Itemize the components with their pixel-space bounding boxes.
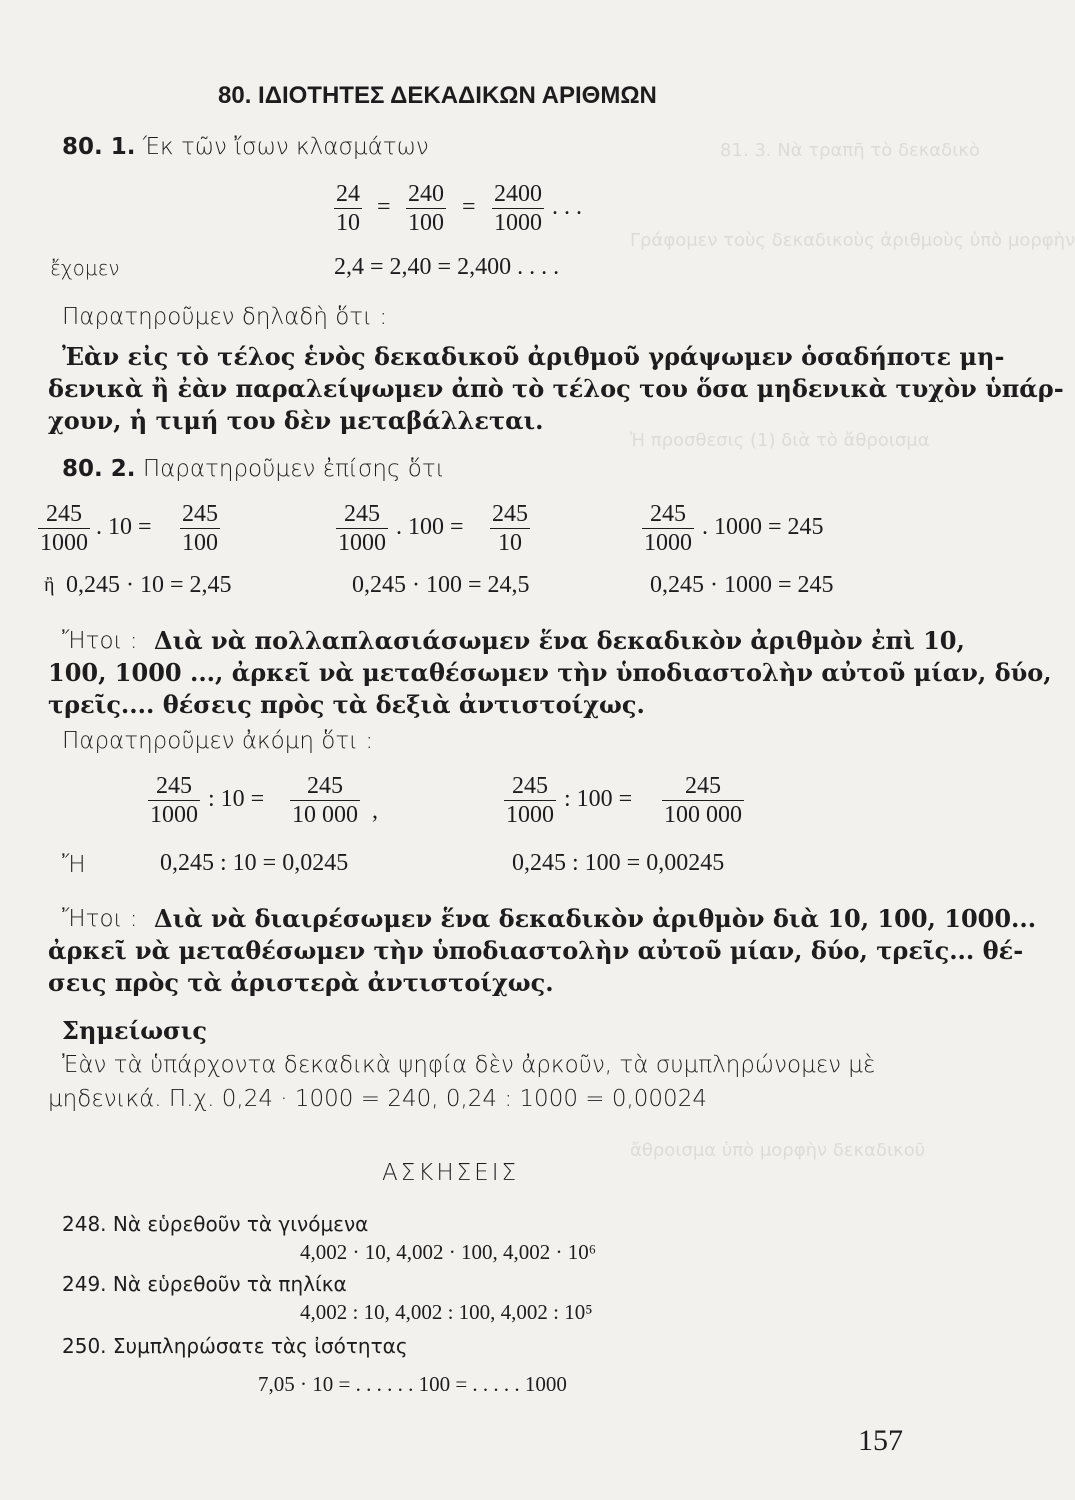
rule-line: 100, 1000 ..., ἀρκεῖ νὰ μεταθέσωμεν τὴν ὑποδιαστολὴν αὐτοῦ μίαν, δύο, — [48, 658, 1052, 687]
or-label: Ἤ — [62, 852, 86, 878]
numerator: 245 — [662, 772, 744, 801]
exercises-title: ΑΣΚΗΣΕΙΣ — [382, 1160, 520, 1186]
decimal-quotient: 0,245 : 100 = 0,00245 — [512, 850, 725, 876]
rule-line: Διὰ νὰ διαιρέσωμεν ἕνα δεκαδικὸν ἀριθμὸν διὰ 10, 100, 1000... — [154, 904, 1037, 933]
subsection-number: 80. 1. — [62, 134, 136, 160]
exercise-expression: 7,05 · 10 = . . . . . . 100 = . . . . . 1000 — [258, 1372, 567, 1396]
numerator: 245 — [642, 500, 694, 529]
bleed-through-text: Ἡ προσθεσις (1) διὰ τὸ ἄθροισμα — [630, 430, 930, 451]
fraction — [406, 180, 446, 237]
exercise-expression: 4,002 : 10, 4,002 : 100, 4,002 : 10⁵ — [300, 1300, 593, 1324]
operation: : 100 = — [564, 786, 633, 812]
fraction — [642, 500, 694, 557]
subsection-text: Έκ τῶν ἴσων κλασμάτων — [142, 134, 429, 160]
operation: : 10 = — [208, 786, 265, 812]
denominator: 10 — [498, 530, 522, 556]
fraction — [336, 500, 388, 557]
numerator: 245 — [336, 500, 388, 529]
rule-line: τρεῖς.... θέσεις πρὸς τὰ δεξιὰ ἀντιστοίχως. — [48, 690, 645, 719]
note-line: μηδενικά. Π.χ. 0,24 · 1000 = 240, 0,24 : 1000 = 0,00024 — [48, 1086, 707, 1112]
denominator: 1000 — [494, 210, 542, 236]
denominator: 100 000 — [664, 802, 742, 828]
that-is-label: Ἤτοι : — [62, 906, 138, 932]
ellipsis: . . . — [552, 194, 582, 220]
numerator: 245 — [182, 501, 218, 527]
operation: . 100 = — [396, 514, 464, 540]
numerator: 240 — [408, 181, 444, 207]
fraction — [180, 500, 220, 557]
subsection-text: Παρατηροῦμεν ἐπίσης ὅτι — [142, 456, 445, 482]
fraction — [148, 772, 200, 829]
fraction — [290, 772, 360, 829]
rule-line: χουν, ἡ τιμή του δὲν μεταβάλλεται. — [48, 406, 544, 435]
decimal-product: 0,245 · 1000 = 245 — [650, 572, 834, 598]
numerator: 2400 — [494, 181, 542, 207]
have-label: ἔχομεν — [50, 256, 120, 280]
denominator: 1000 — [40, 530, 88, 556]
numerator: 245 — [38, 500, 90, 529]
page-number: 157 — [858, 1424, 903, 1457]
that-is-label: Ἤτοι : — [62, 628, 138, 654]
equals-sign: = — [462, 194, 476, 220]
or-label: ἢ — [44, 574, 55, 596]
fraction — [662, 772, 744, 829]
bleed-through-text: Γράφομεν τοὺς δεκαδικοὺς ἀριθμοὺς ὑπὸ μορφὴν — [630, 230, 1075, 251]
operation: . 1000 = 245 — [702, 514, 824, 540]
numerator: 245 — [504, 772, 556, 801]
rule-line: δενικὰ ἢ ἐὰν παραλείψωμεν ἀπὸ τὸ τέλος του ὅσα μηδενικὰ τυχὸν ὑπάρ- — [48, 374, 1064, 403]
denominator: 1000 — [150, 802, 198, 828]
numerator: 245 — [492, 501, 528, 527]
subsection-number: 80. 2. — [62, 456, 136, 482]
fraction — [490, 500, 530, 557]
denominator: 10 000 — [292, 802, 358, 828]
bleed-through-text: ἄθροισμα ὑπὸ μορφὴν δεκαδικοῦ — [630, 1140, 926, 1161]
fraction — [334, 180, 362, 237]
rule-line: Ἐὰν εἰς τὸ τέλος ἑνὸς δεκαδικοῦ ἀριθμοῦ γράψωμεν ὁσαδήποτε μη- — [62, 342, 1005, 371]
denominator: 100 — [182, 530, 218, 556]
bleed-through-text: 81. 3. Νὰ τραπῆ τὸ δεκαδικὸ — [720, 140, 980, 161]
denominator: 10 — [336, 210, 360, 236]
exercise-label: 250. Συμπληρώσατε τὰς ἰσότητας — [62, 1334, 408, 1358]
numerator: 245 — [148, 772, 200, 801]
rule-line: Διὰ νὰ πολλαπλασιάσωμεν ἕνα δεκαδικὸν ἀριθμὸν ἐπὶ 10, — [154, 626, 965, 655]
numerator: 24 — [336, 181, 360, 207]
numerator: 245 — [290, 772, 360, 801]
observe-text: Παρατηροῦμεν δηλαδὴ ὅτι : — [62, 304, 388, 330]
subsection-80-1 — [62, 134, 429, 160]
fraction — [492, 180, 544, 237]
denominator: 1000 — [644, 530, 692, 556]
decimal-equalities: 2,4 = 2,40 = 2,400 . . . . — [334, 254, 560, 280]
exercise-expression: 4,002 · 10, 4,002 · 100, 4,002 · 10⁶ — [300, 1240, 597, 1264]
rule-line: ἀρκεῖ νὰ μεταθέσωμεν τὴν ὑποδιαστολὴν αὐτοῦ μίαν, δύο, τρεῖς... θέ- — [48, 936, 1024, 965]
note-title: Σημείωσις — [62, 1016, 207, 1045]
rule-line: σεις πρὸς τὰ ἀριστερὰ ἀντιστοίχως. — [48, 968, 554, 997]
denominator: 1000 — [338, 530, 386, 556]
subsection-80-2 — [62, 456, 445, 482]
separator: , — [372, 798, 378, 824]
fraction — [504, 772, 556, 829]
decimal-product: 0,245 · 100 = 24,5 — [352, 572, 530, 598]
decimal-quotient: 0,245 : 10 = 0,0245 — [160, 850, 349, 876]
equals-sign: = — [377, 194, 391, 220]
decimal-product: 0,245 · 10 = 2,45 — [66, 572, 232, 598]
denominator: 100 — [408, 210, 444, 236]
note-line: Ἐὰν τὰ ὑπάρχοντα δεκαδικὰ ψηφία δὲν ἀρκοῦν, τὰ συμπληρώνομεν μὲ — [62, 1052, 876, 1078]
denominator: 1000 — [506, 802, 554, 828]
exercise-label: 249. Νὰ εὑρεθοῦν τὰ πηλίκα — [62, 1272, 347, 1296]
observe-text: Παρατηροῦμεν ἀκόμη ὅτι : — [62, 728, 374, 754]
operation: . 10 = — [96, 514, 152, 540]
exercise-label: 248. Νὰ εὑρεθοῦν τὰ γινόμενα — [62, 1212, 369, 1236]
fraction — [38, 500, 90, 557]
section-heading: 80. ΙΔΙΟΤΗΤΕΣ ΔΕΚΑΔΙΚΩΝ ΑΡΙΘΜΩΝ — [218, 82, 657, 109]
